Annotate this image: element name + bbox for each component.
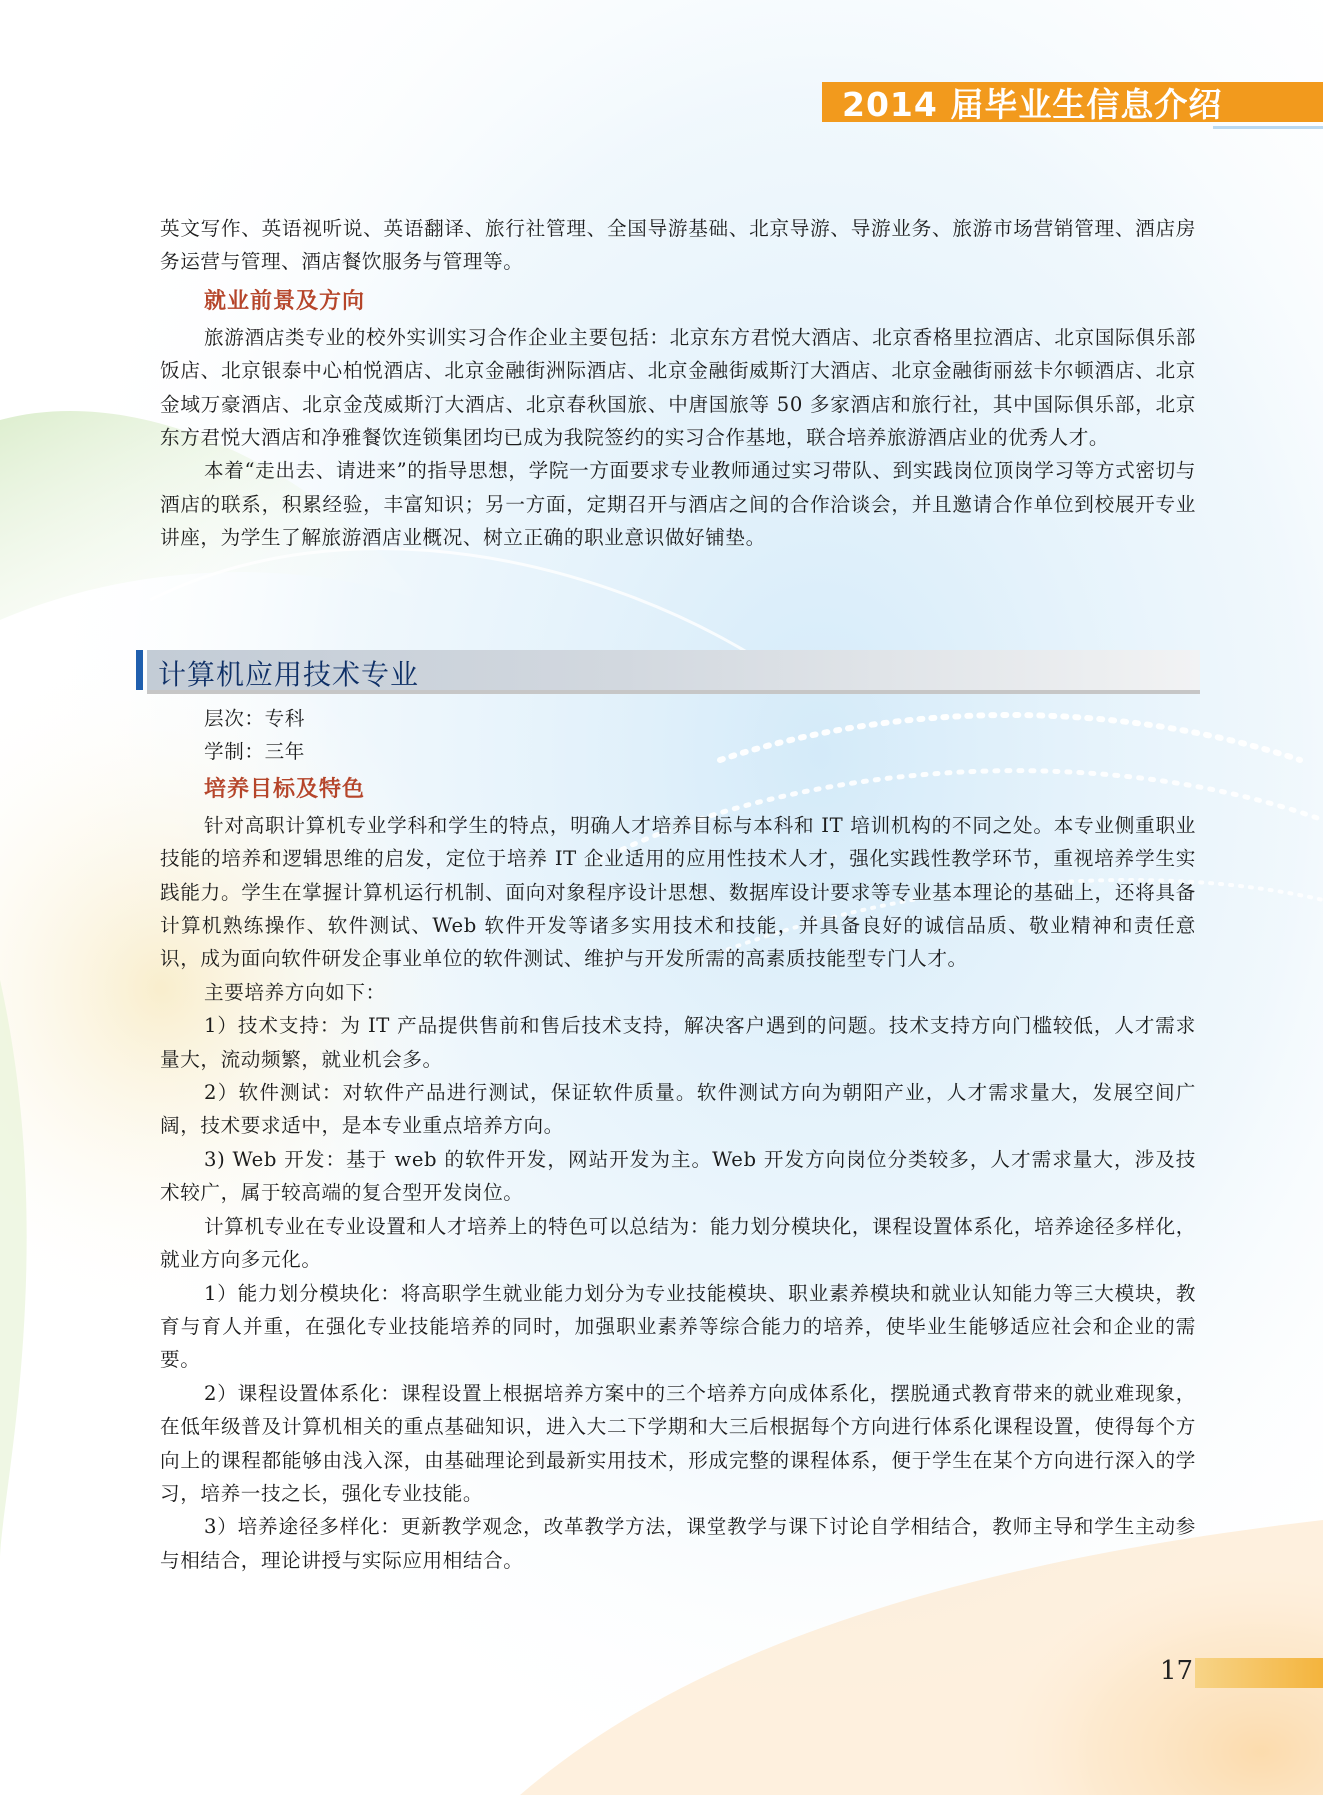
content-top — [160, 212, 1196, 555]
employment-paragraph-2: 本着“走出去、请进来”的指导思想，学院一方面要求专业教师通过实习带队、到实践岗位顶岗学习等方式密切与酒店的联系，积累经验，丰富知识；另一方面，定期召开与酒店之间的合作洽谈会，并且邀请合作单位到校展开专业讲座，为学生了解旅游酒店业概况、树立正确的职业意识做好铺垫。 — [160, 459, 1196, 550]
section-level: 层次：专科 — [204, 707, 305, 730]
section-paragraph-4: 2）软件测试：对软件产品进行测试，保证软件质量。软件测试方向为朝阳产业，人才需求量大，发展空间广阔，技术要求适中，是本专业重点培养方向。 — [160, 1081, 1196, 1138]
section-paragraph-9: 3）培养途径多样化：更新教学观念，改革教学方法，课堂教学与课下讨论自学相结合，教师主导和学生主动参与相结合，理论讲授与实际应用相结合。 — [160, 1515, 1196, 1572]
intro-paragraph: 英文写作、英语视听说、英语翻译、旅行社管理、全国导游基础、北京导游、导游业务、旅游市场营销管理、酒店房务运营与管理、酒店餐饮服务与管理等。 — [160, 217, 1196, 274]
page-number-band — [1195, 1658, 1323, 1688]
employment-heading: 就业前景及方向 — [204, 287, 366, 314]
section-paragraph-1: 针对高职计算机专业学科和学生的特点，明确人才培养目标与本科和 IT 培训机构的不同之处。本专业侧重职业技能的培养和逻辑思维的启发，定位于培养 IT 企业适用的应用性技术人才，强化实践性教学环节，重视培养学生实践能力。学生在掌握计算机运行机制、面向对象程序设计思想、数据库设计要求等专业基本理论的基础上，还将具备计算机熟练操作、软件测试、Web 软件开发等诸多实用技术和技能，并具备良好的诚信品质、敬业精神和责任意识，成为面向软件研发企事业单位的软件测试、维护与开发所需的高素质技能型专门人才。 — [160, 813, 1196, 971]
section-title: 计算机应用技术专业 — [158, 658, 420, 691]
section-paragraph-2: 主要培养方向如下： — [204, 980, 386, 1004]
employment-paragraph-1: 旅游酒店类专业的校外实训实习合作企业主要包括：北京东方君悦大酒店、北京香格里拉酒店、北京国际俱乐部饭店、北京银泰中心柏悦酒店、北京金融街洲际酒店、北京金融街威斯汀大酒店、北京金融街丽兹卡尔顿酒店、北京金域万豪酒店、北京金茂威斯汀大酒店、北京春秋国旅、中唐国旅等 50 多家酒店和旅行社，其中国际俱乐部，北京东方君悦大酒店和净雅餐饮连锁集团均已成为我院签约的实习合作基地，联合培养旅游酒店业的优秀人才。 — [160, 325, 1196, 450]
section-paragraph-7: 1）能力划分模块化：将高职学生就业能力划分为专业技能模块、职业素养模块和就业认知能力等三大模块，教育与育人并重，在强化专业技能培养的同时，加强职业素养等综合能力的培养，使毕业生能够适应社会和企业的需要。 — [160, 1281, 1196, 1372]
header-band — [822, 82, 1323, 122]
section-duration: 学制：三年 — [204, 740, 305, 764]
header-title: 2014 届毕业生信息介绍 — [842, 84, 1223, 124]
section-header — [136, 650, 1200, 690]
section-accent-bar — [136, 650, 143, 690]
header-divider — [1213, 126, 1323, 129]
goals-heading: 培养目标及特色 — [204, 775, 366, 802]
page-number: 17 — [1160, 1656, 1194, 1686]
section-paragraph-3: 1）技术支持：为 IT 产品提供售前和售后技术支持，解决客户遇到的问题。技术支持方向门槛较低，人才需求量大，流动频繁，就业机会多。 — [160, 1014, 1196, 1071]
section-paragraph-6: 计算机专业在专业设置和人才培养上的特色可以总结为：能力划分模块化，课程设置体系化，培养途径多样化，就业方向多元化。 — [160, 1214, 1196, 1272]
section-paragraph-8: 2）课程设置体系化：课程设置上根据培养方案中的三个培养方向成体系化，摆脱通式教育带来的就业难现象，在低年级普及计算机相关的重点基础知识，进入大二下学期和大三后根据每个方向进行体系化课程设置，使得每个方向上的课程都能够由浅入深，由基础理论到最新实用技术，形成完整的课程体系，便于学生在某个方向进行深入的学习，培养一技之长，强化专业技能。 — [160, 1381, 1196, 1505]
section-paragraph-5: 3) Web 开发：基于 web 的软件开发，网站开发为主。Web 开发方向岗位分类较多，人才需求量大，涉及技术较广，属于较高端的复合型开发岗位。 — [160, 1147, 1196, 1205]
content-section — [160, 702, 1196, 1577]
